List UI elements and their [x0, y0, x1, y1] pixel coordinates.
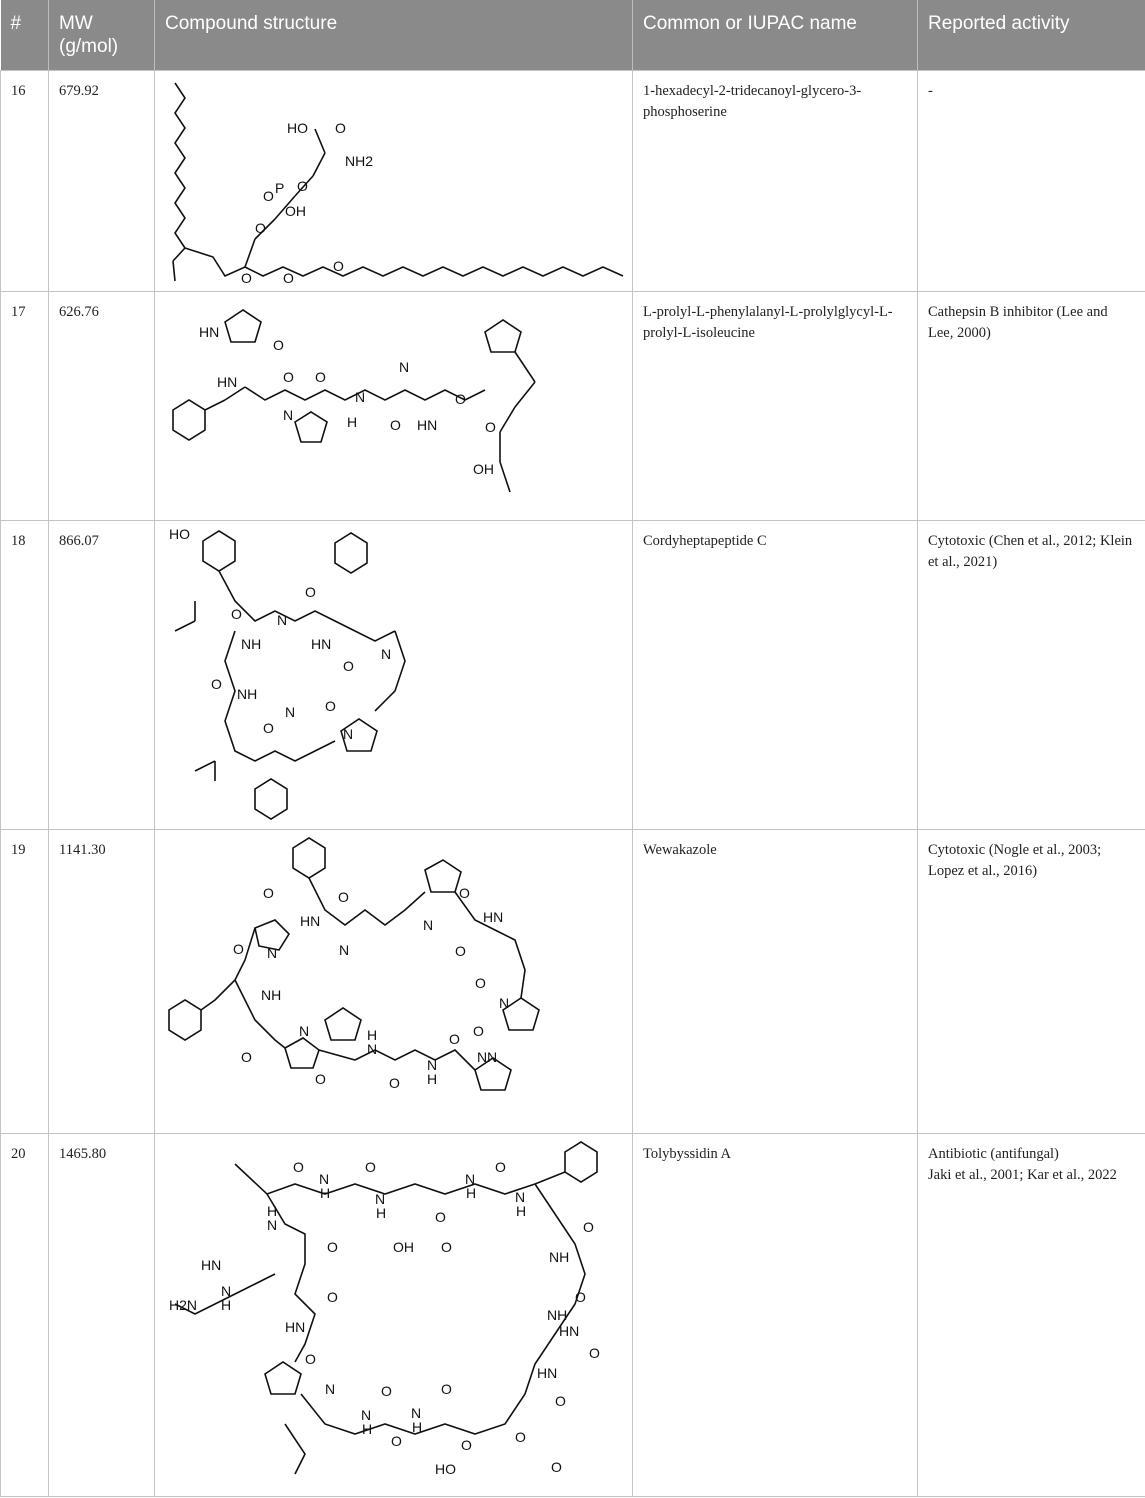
atom-label: O	[495, 1159, 506, 1175]
atom-label: HN	[559, 1323, 580, 1339]
atom-label: N	[285, 704, 296, 720]
linear-hexapeptide-icon	[155, 292, 632, 520]
atom-label: N	[221, 1283, 232, 1299]
atom-label: HO	[287, 120, 308, 136]
atom-label: NH2	[345, 153, 374, 169]
table-row	[1, 521, 1145, 830]
atom-label: N	[339, 942, 350, 958]
atom-label: HO	[435, 1461, 456, 1477]
atom-label: H	[516, 1203, 527, 1219]
atom-label: O	[233, 941, 244, 957]
cell-mw: 866.07	[49, 521, 155, 830]
atom-label: NH	[261, 987, 282, 1003]
atom-label: O	[283, 270, 294, 286]
atom-label: O	[305, 1351, 316, 1367]
cell-structure	[155, 830, 633, 1134]
atom-label: HN	[417, 417, 438, 433]
atom-label: N	[355, 389, 366, 405]
cell-name: L-prolyl-L-phenylalanyl-L-prolylglycyl-L-prolyl-L-isoleucine	[633, 292, 918, 521]
atom-label: O	[455, 943, 466, 959]
atom-label: N	[367, 1041, 378, 1057]
atom-label: O	[475, 975, 486, 991]
cell-id: 19	[1, 830, 49, 1134]
table-row	[1, 71, 1145, 292]
header-row	[1, 0, 1145, 71]
atom-label: N	[319, 1171, 330, 1187]
atom-label: O	[441, 1381, 452, 1397]
atom-label: O	[435, 1209, 446, 1225]
atom-label: N	[277, 612, 288, 628]
header-structure: Compound structure	[155, 0, 633, 71]
atom-label: H	[367, 1027, 378, 1043]
cell-name: Cordyheptapeptide C	[633, 521, 918, 830]
cyclic-depsipeptide-icon	[155, 1134, 632, 1496]
atom-label: O	[305, 584, 316, 600]
atom-label: N	[375, 1191, 386, 1207]
atom-label: HN	[311, 636, 332, 652]
cell-structure	[155, 1134, 633, 1497]
atom-label: N	[427, 1057, 438, 1073]
cell-structure	[155, 71, 633, 292]
cell-activity: Cathepsin B inhibitor (Lee and Lee, 2000)	[918, 292, 1145, 521]
atom-label: HN	[537, 1365, 558, 1381]
atom-label: O	[333, 258, 344, 274]
atom-label: H	[362, 1421, 373, 1437]
header-number: #	[1, 0, 49, 71]
cell-mw: 626.76	[49, 292, 155, 521]
atom-label: O	[283, 369, 294, 385]
atom-label: N	[343, 726, 354, 742]
cell-structure	[155, 521, 633, 830]
atom-label: O	[391, 1433, 402, 1449]
atom-label: O	[338, 889, 349, 905]
atom-label: O	[575, 1289, 586, 1305]
atom-label: O	[390, 417, 401, 433]
atom-label: O	[389, 1075, 400, 1091]
atom-label: O	[473, 1023, 484, 1039]
atom-label: O	[315, 1071, 326, 1087]
atom-label: H	[267, 1203, 278, 1219]
atom-label: N	[283, 407, 294, 423]
atom-label: N	[381, 646, 392, 662]
atom-label: N	[267, 945, 278, 961]
atom-label: N	[299, 1023, 310, 1039]
atom-label: H	[320, 1185, 331, 1201]
atom-label: O	[335, 120, 346, 136]
cell-activity: Cytotoxic (Nogle et al., 2003; Lopez et al., 2016)	[918, 830, 1145, 1134]
atom-label: H	[376, 1205, 387, 1221]
oxazole-cyclopeptide-icon	[155, 830, 632, 1133]
atom-label: O	[263, 720, 274, 736]
atom-label: O	[293, 1159, 304, 1175]
atom-label: O	[255, 220, 266, 236]
atom-label: O	[327, 1289, 338, 1305]
atom-label: N	[325, 1381, 336, 1397]
cell-name: Tolybyssidin A	[633, 1134, 918, 1497]
lipid-phosphoserine-icon	[155, 71, 632, 291]
cell-activity: Antibiotic (antifungal) Jaki et al., 2001; Kar et al., 2022	[918, 1134, 1145, 1497]
atom-label: O	[449, 1031, 460, 1047]
atom-label: O	[515, 1429, 526, 1445]
atom-label: O	[455, 391, 466, 407]
table-row	[1, 830, 1145, 1134]
header-activity: Reported activity	[918, 0, 1145, 71]
atom-label: O	[485, 419, 496, 435]
atom-label: NH	[547, 1307, 568, 1323]
atom-label: O	[365, 1159, 376, 1175]
cell-activity: -	[918, 71, 1145, 292]
atom-label: O	[315, 369, 326, 385]
atom-label: H2N	[169, 1297, 198, 1313]
atom-label: O	[263, 885, 274, 901]
atom-label: N	[267, 1217, 278, 1233]
atom-label: N	[465, 1171, 476, 1187]
atom-label: OH	[393, 1239, 414, 1255]
atom-label: O	[297, 178, 308, 194]
atom-label: HN	[201, 1257, 222, 1273]
atom-label: N	[361, 1407, 372, 1423]
cell-id: 17	[1, 292, 49, 521]
atom-label: OH	[473, 461, 494, 477]
atom-label: HN	[199, 324, 220, 340]
cell-activity: Cytotoxic (Chen et al., 2012; Klein et al., 2021)	[918, 521, 1145, 830]
cell-id: 16	[1, 71, 49, 292]
atom-label: O	[327, 1239, 338, 1255]
atom-label: O	[241, 270, 252, 286]
atom-label: N	[477, 1049, 488, 1065]
atom-label: O	[441, 1239, 452, 1255]
cell-mw: 679.92	[49, 71, 155, 292]
atom-label: H	[221, 1297, 232, 1313]
atom-label: O	[231, 606, 242, 622]
cell-name: 1-hexadecyl-2-tridecanoyl-glycero-3-phosphoserine	[633, 71, 918, 292]
atom-label: HN	[285, 1319, 306, 1335]
cell-mw: 1465.80	[49, 1134, 155, 1497]
atom-label: N	[499, 995, 510, 1011]
atom-label: O	[263, 188, 274, 204]
cell-structure	[155, 292, 633, 521]
atom-label: N	[411, 1405, 422, 1421]
atom-label: O	[551, 1459, 562, 1475]
atom-label: H	[347, 414, 358, 430]
atom-label: HN	[483, 909, 504, 925]
atom-label: NH	[237, 686, 258, 702]
atom-label: O	[325, 698, 336, 714]
cell-id: 18	[1, 521, 49, 830]
atom-label: O	[459, 885, 470, 901]
cell-name: Wewakazole	[633, 830, 918, 1134]
atom-label: O	[343, 658, 354, 674]
atom-label: O	[589, 1345, 600, 1361]
atom-label: P	[275, 180, 285, 196]
atom-label: H	[466, 1185, 477, 1201]
atom-label: O	[381, 1383, 392, 1399]
cell-id: 20	[1, 1134, 49, 1497]
atom-label: H	[427, 1071, 438, 1087]
atom-label: N	[399, 359, 410, 375]
atom-label: N	[423, 917, 434, 933]
atom-label: N	[487, 1049, 498, 1065]
atom-label: N	[515, 1189, 526, 1205]
atom-label: NH	[549, 1249, 570, 1265]
atom-label: HO	[169, 526, 190, 542]
table-row	[1, 1134, 1145, 1497]
atom-label: O	[211, 676, 222, 692]
atom-label: O	[555, 1393, 566, 1409]
header-mw: MW (g/mol)	[49, 0, 155, 71]
table-row	[1, 292, 1145, 521]
atom-label: O	[461, 1437, 472, 1453]
atom-label: HN	[217, 374, 238, 390]
atom-label: NH	[241, 636, 262, 652]
header-name: Common or IUPAC name	[633, 0, 918, 71]
atom-label: O	[273, 337, 284, 353]
cyclic-heptapeptide-icon	[155, 521, 632, 829]
atom-label: O	[583, 1219, 594, 1235]
cell-mw: 1141.30	[49, 830, 155, 1134]
atom-label: H	[412, 1419, 423, 1435]
atom-label: OH	[285, 203, 306, 219]
atom-label: O	[241, 1049, 252, 1065]
atom-label: HN	[300, 913, 321, 929]
